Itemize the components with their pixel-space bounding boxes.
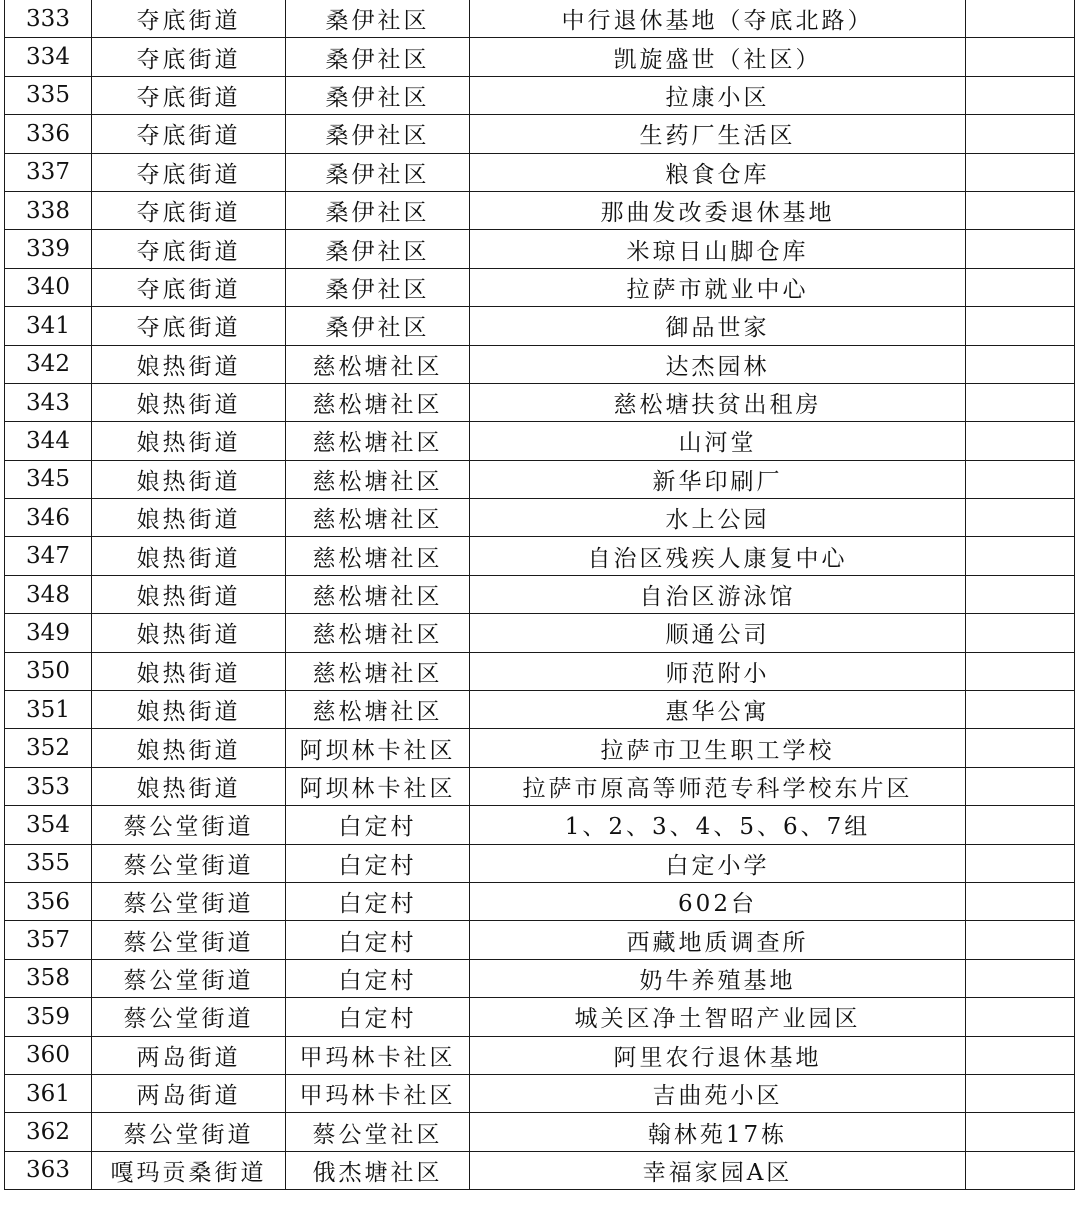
community-cell: 慈松塘社区 — [286, 345, 470, 383]
place-cell: 米琼日山脚仓库 — [470, 230, 966, 268]
table-row — [5, 499, 1075, 537]
community-cell: 白定村 — [286, 806, 470, 844]
street-cell: 娘热街道 — [92, 537, 286, 575]
row-number-cell: 336 — [5, 115, 92, 153]
table-row — [5, 422, 1075, 460]
place-cell: 中行退休基地（夺底北路） — [470, 0, 966, 38]
table-row — [5, 230, 1075, 268]
community-cell: 桑伊社区 — [286, 230, 470, 268]
table-row — [5, 383, 1075, 421]
street-cell: 嘎玛贡桑街道 — [92, 1151, 286, 1189]
table-row — [5, 959, 1075, 997]
note-cell — [966, 729, 1075, 767]
community-cell: 慈松塘社区 — [286, 499, 470, 537]
place-cell: 拉萨市卫生职工学校 — [470, 729, 966, 767]
place-cell: 拉康小区 — [470, 76, 966, 114]
row-number-cell: 341 — [5, 307, 92, 345]
row-number-cell: 363 — [5, 1151, 92, 1189]
community-cell: 慈松塘社区 — [286, 575, 470, 613]
note-cell — [966, 806, 1075, 844]
note-cell — [966, 383, 1075, 421]
place-cell: 翰林苑17栋 — [470, 1113, 966, 1151]
table-row — [5, 998, 1075, 1036]
street-cell: 夺底街道 — [92, 115, 286, 153]
table-row — [5, 115, 1075, 153]
street-cell: 夺底街道 — [92, 38, 286, 76]
community-cell: 桑伊社区 — [286, 307, 470, 345]
row-number-cell: 333 — [5, 0, 92, 38]
row-number-cell: 346 — [5, 499, 92, 537]
street-cell: 蔡公堂街道 — [92, 844, 286, 882]
place-cell: 水上公园 — [470, 499, 966, 537]
community-cell: 慈松塘社区 — [286, 460, 470, 498]
place-cell: 新华印刷厂 — [470, 460, 966, 498]
table-body — [5, 0, 1075, 1190]
note-cell — [966, 76, 1075, 114]
street-cell: 娘热街道 — [92, 691, 286, 729]
street-cell: 夺底街道 — [92, 230, 286, 268]
table-row — [5, 575, 1075, 613]
row-number-cell: 356 — [5, 882, 92, 920]
note-cell — [966, 345, 1075, 383]
table-row — [5, 76, 1075, 114]
street-cell: 夺底街道 — [92, 76, 286, 114]
community-cell: 慈松塘社区 — [286, 383, 470, 421]
note-cell — [966, 767, 1075, 805]
street-cell: 蔡公堂街道 — [92, 882, 286, 920]
row-number-cell: 345 — [5, 460, 92, 498]
community-cell: 桑伊社区 — [286, 191, 470, 229]
street-cell: 娘热街道 — [92, 422, 286, 460]
community-cell: 阿坝林卡社区 — [286, 729, 470, 767]
table-row — [5, 652, 1075, 690]
street-cell: 蔡公堂街道 — [92, 1113, 286, 1151]
street-cell: 娘热街道 — [92, 499, 286, 537]
community-cell: 桑伊社区 — [286, 76, 470, 114]
place-cell: 城关区净土智昭产业园区 — [470, 998, 966, 1036]
community-cell: 白定村 — [286, 921, 470, 959]
community-cell: 桑伊社区 — [286, 0, 470, 38]
community-cell: 蔡公堂社区 — [286, 1113, 470, 1151]
note-cell — [966, 998, 1075, 1036]
row-number-cell: 362 — [5, 1113, 92, 1151]
note-cell — [966, 153, 1075, 191]
row-number-cell: 337 — [5, 153, 92, 191]
community-cell: 白定村 — [286, 844, 470, 882]
row-number-cell: 354 — [5, 806, 92, 844]
street-cell: 夺底街道 — [92, 191, 286, 229]
community-cell: 慈松塘社区 — [286, 422, 470, 460]
row-number-cell: 340 — [5, 268, 92, 306]
table-row — [5, 1113, 1075, 1151]
note-cell — [966, 499, 1075, 537]
place-cell: 拉萨市就业中心 — [470, 268, 966, 306]
street-cell: 两岛街道 — [92, 1036, 286, 1074]
row-number-cell: 358 — [5, 959, 92, 997]
note-cell — [966, 921, 1075, 959]
street-cell: 蔡公堂街道 — [92, 998, 286, 1036]
note-cell — [966, 38, 1075, 76]
note-cell — [966, 1036, 1075, 1074]
note-cell — [966, 230, 1075, 268]
place-cell: 拉萨市原高等师范专科学校东片区 — [470, 767, 966, 805]
row-number-cell: 348 — [5, 575, 92, 613]
note-cell — [966, 422, 1075, 460]
place-cell: 御品世家 — [470, 307, 966, 345]
street-cell: 蔡公堂街道 — [92, 959, 286, 997]
table-row — [5, 191, 1075, 229]
street-cell: 娘热街道 — [92, 767, 286, 805]
row-number-cell: 349 — [5, 614, 92, 652]
row-number-cell: 360 — [5, 1036, 92, 1074]
note-cell — [966, 959, 1075, 997]
row-number-cell: 335 — [5, 76, 92, 114]
place-cell: 顺通公司 — [470, 614, 966, 652]
table-row — [5, 806, 1075, 844]
table-row — [5, 844, 1075, 882]
community-cell: 甲玛林卡社区 — [286, 1036, 470, 1074]
table-row — [5, 1151, 1075, 1189]
community-cell: 白定村 — [286, 882, 470, 920]
community-cell: 慈松塘社区 — [286, 652, 470, 690]
row-number-cell: 351 — [5, 691, 92, 729]
table-row — [5, 307, 1075, 345]
note-cell — [966, 0, 1075, 38]
table-row — [5, 537, 1075, 575]
community-cell: 慈松塘社区 — [286, 537, 470, 575]
note-cell — [966, 882, 1075, 920]
note-cell — [966, 537, 1075, 575]
note-cell — [966, 575, 1075, 613]
table-row — [5, 460, 1075, 498]
street-cell: 娘热街道 — [92, 614, 286, 652]
place-cell: 达杰园林 — [470, 345, 966, 383]
place-cell: 西藏地质调查所 — [470, 921, 966, 959]
row-number-cell: 353 — [5, 767, 92, 805]
table-row — [5, 345, 1075, 383]
street-cell: 夺底街道 — [92, 153, 286, 191]
row-number-cell: 343 — [5, 383, 92, 421]
place-cell: 那曲发改委退休基地 — [470, 191, 966, 229]
place-cell: 惠华公寓 — [470, 691, 966, 729]
street-cell: 娘热街道 — [92, 345, 286, 383]
street-cell: 娘热街道 — [92, 652, 286, 690]
row-number-cell: 357 — [5, 921, 92, 959]
community-cell: 桑伊社区 — [286, 115, 470, 153]
table-row — [5, 1036, 1075, 1074]
row-number-cell: 334 — [5, 38, 92, 76]
table-row — [5, 1074, 1075, 1112]
community-cell: 甲玛林卡社区 — [286, 1074, 470, 1112]
street-cell: 夺底街道 — [92, 0, 286, 38]
table-row — [5, 0, 1075, 38]
place-cell: 自治区游泳馆 — [470, 575, 966, 613]
row-number-cell: 347 — [5, 537, 92, 575]
place-cell: 粮食仓库 — [470, 153, 966, 191]
place-cell: 凯旋盛世（社区） — [470, 38, 966, 76]
community-cell: 阿坝林卡社区 — [286, 767, 470, 805]
note-cell — [966, 307, 1075, 345]
row-number-cell: 342 — [5, 345, 92, 383]
community-cell: 桑伊社区 — [286, 38, 470, 76]
note-cell — [966, 191, 1075, 229]
street-cell: 两岛街道 — [92, 1074, 286, 1112]
note-cell — [966, 691, 1075, 729]
place-cell: 602台 — [470, 882, 966, 920]
place-cell: 幸福家园A区 — [470, 1151, 966, 1189]
street-cell: 蔡公堂街道 — [92, 921, 286, 959]
row-number-cell: 339 — [5, 230, 92, 268]
note-cell — [966, 460, 1075, 498]
note-cell — [966, 1074, 1075, 1112]
row-number-cell: 344 — [5, 422, 92, 460]
row-number-cell: 350 — [5, 652, 92, 690]
street-cell: 夺底街道 — [92, 268, 286, 306]
community-cell: 慈松塘社区 — [286, 691, 470, 729]
note-cell — [966, 844, 1075, 882]
place-cell: 奶牛养殖基地 — [470, 959, 966, 997]
street-cell: 娘热街道 — [92, 383, 286, 421]
note-cell — [966, 652, 1075, 690]
place-cell: 吉曲苑小区 — [470, 1074, 966, 1112]
row-number-cell: 361 — [5, 1074, 92, 1112]
place-cell: 山河堂 — [470, 422, 966, 460]
place-cell: 1、2、3、4、5、6、7组 — [470, 806, 966, 844]
community-cell: 俄杰塘社区 — [286, 1151, 470, 1189]
place-cell: 自治区残疾人康复中心 — [470, 537, 966, 575]
community-cell: 白定村 — [286, 998, 470, 1036]
street-cell: 娘热街道 — [92, 460, 286, 498]
table-row — [5, 153, 1075, 191]
community-cell: 桑伊社区 — [286, 268, 470, 306]
note-cell — [966, 115, 1075, 153]
place-cell: 生药厂生活区 — [470, 115, 966, 153]
community-cell: 桑伊社区 — [286, 153, 470, 191]
table-row — [5, 729, 1075, 767]
note-cell — [966, 268, 1075, 306]
community-cell: 慈松塘社区 — [286, 614, 470, 652]
row-number-cell: 355 — [5, 844, 92, 882]
street-cell: 夺底街道 — [92, 307, 286, 345]
note-cell — [966, 614, 1075, 652]
place-cell: 慈松塘扶贫出租房 — [470, 383, 966, 421]
table-row — [5, 767, 1075, 805]
row-number-cell: 359 — [5, 998, 92, 1036]
place-cell: 白定小学 — [470, 844, 966, 882]
table-row — [5, 268, 1075, 306]
community-cell: 白定村 — [286, 959, 470, 997]
street-cell: 蔡公堂街道 — [92, 806, 286, 844]
place-cell: 阿里农行退休基地 — [470, 1036, 966, 1074]
table-row — [5, 38, 1075, 76]
row-number-cell: 338 — [5, 191, 92, 229]
locations-table — [4, 0, 1075, 1190]
note-cell — [966, 1151, 1075, 1189]
place-cell: 师范附小 — [470, 652, 966, 690]
note-cell — [966, 1113, 1075, 1151]
table-row — [5, 882, 1075, 920]
street-cell: 娘热街道 — [92, 729, 286, 767]
table-row — [5, 691, 1075, 729]
street-cell: 娘热街道 — [92, 575, 286, 613]
table-row — [5, 614, 1075, 652]
row-number-cell: 352 — [5, 729, 92, 767]
table-row — [5, 921, 1075, 959]
